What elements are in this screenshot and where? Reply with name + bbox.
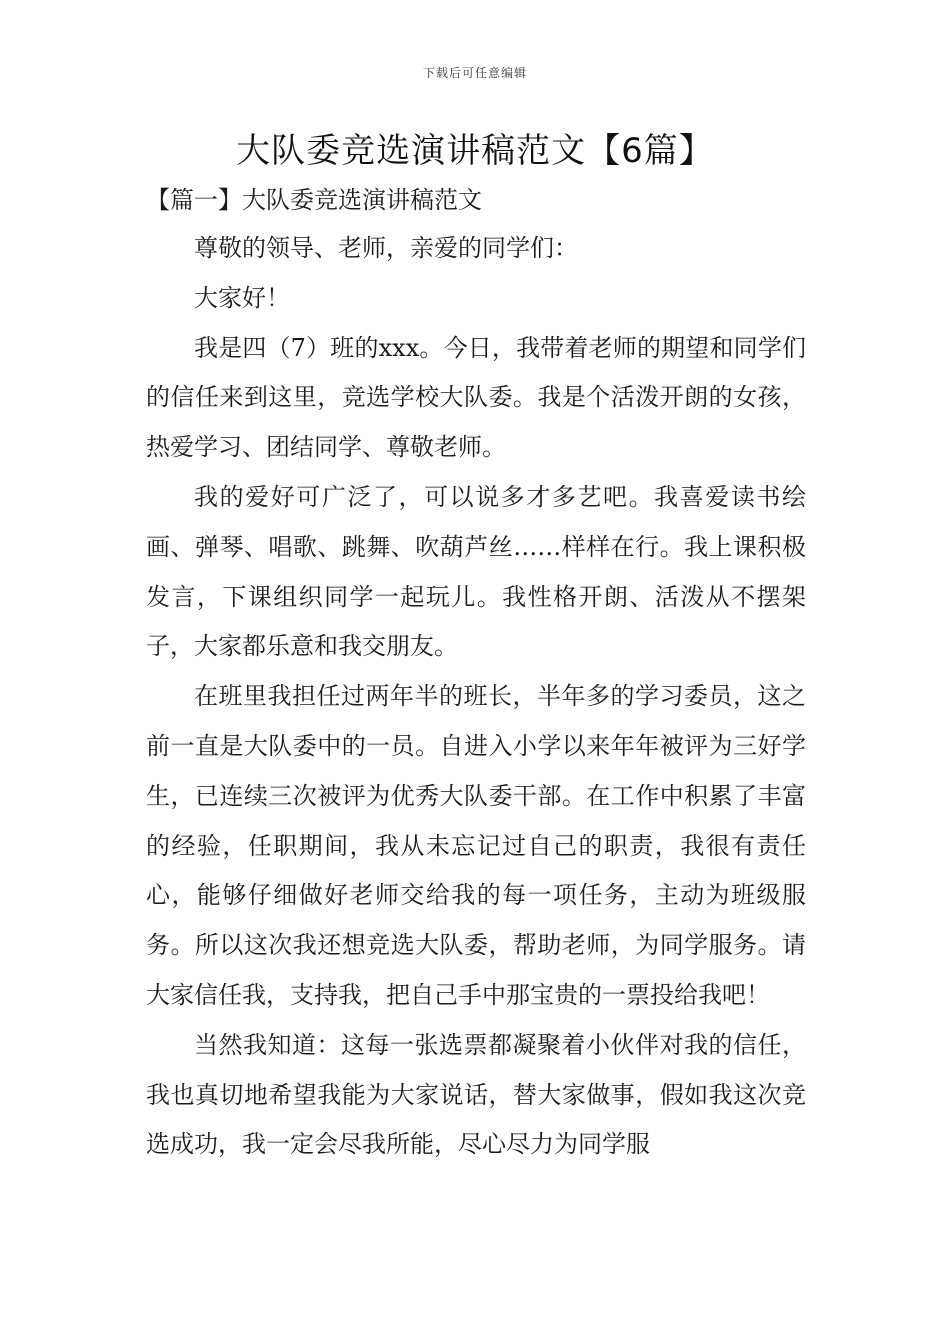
document-body [146, 224, 806, 1170]
body-paragraph: 当然我知道：这每一张选票都凝聚着小伙伴对我的信任，我也真切地希望我能为大家说话，替大家做事，假如我这次竞选成功，我一定会尽我所能，尽心尽力为同学服 [146, 1030, 806, 1159]
salutation-paragraph: 尊敬的领导、老师，亲爱的同学们： [194, 234, 578, 262]
body-paragraph: 我的爱好可广泛了，可以说多才多艺吧。我喜爱读书绘画、弹琴、唱歌、跳舞、吹葫芦丝……样样在行。我上课积极发言，下课组织同学一起玩儿。我性格开朗、活泼从不摆架子，大家都乐意和我交朋友。 [146, 482, 806, 661]
page-header-note: 下载后可任意编辑 [422, 66, 527, 80]
body-paragraph: 在班里我担任过两年半的班长，半年多的学习委员，这之前一直是大队委中的一员。自进入小学以来年年被评为三好学生，已连续三次被评为优秀大队委干部。在工作中积累了丰富的经验，任职期间，我从未忘记过自己的职责，我很有责任心，能够仔细做好老师交给我的每一项任务，主动为班级服务。所以这次我还想竞选大队委，帮助老师，为同学服务。请大家信任我，支持我，把自己手中那宝贵的一票投给我吧！ [146, 682, 806, 1009]
document-title: 大队委竞选演讲稿范文【6篇】 [236, 131, 714, 171]
body-paragraph: 我是四（7）班的xxx。今日，我带着老师的期望和同学们的信任来到这里，竞选学校大队委。我是个活泼开朗的女孩，热爱学习、团结同学、尊敬老师。 [146, 333, 806, 462]
section-heading: 【篇一】大队委竞选演讲稿范文 [146, 186, 482, 214]
greeting-paragraph: 大家好！ [194, 283, 290, 312]
